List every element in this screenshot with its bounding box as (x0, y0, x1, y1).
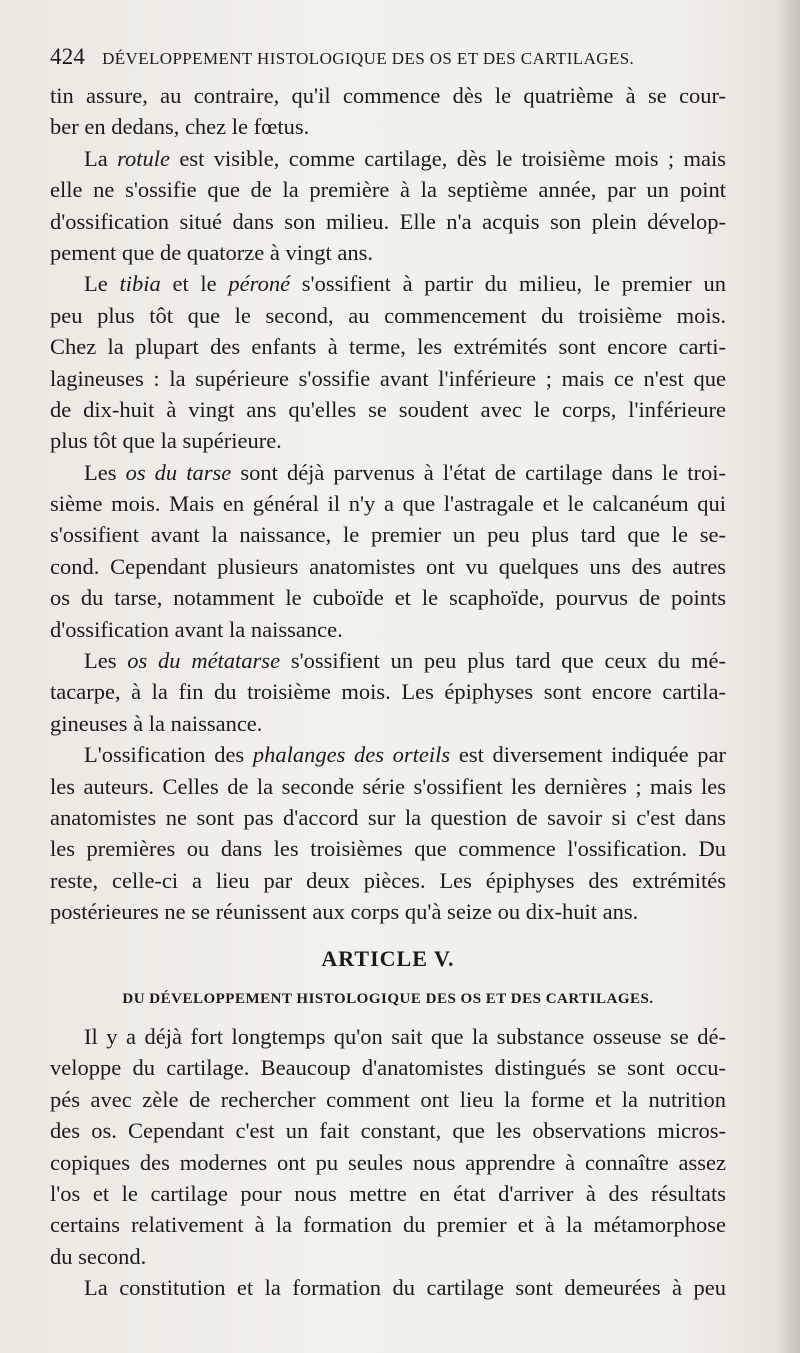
text-line: les auteurs. Celles de la seconde série s'ossifient les dernières ; mais les (50, 773, 726, 799)
text-line: copiques des modernes ont pu seules nous apprendre à connaître assez (50, 1149, 726, 1175)
text-line: cond. Cependant plusieurs anatomistes ont vu quelques uns des autres (50, 553, 726, 579)
text-line: os du tarse, notamment le cuboïde et le scaphoïde, pourvus de points (50, 585, 726, 611)
text-line: lagineuses : la supérieure s'ossifie avant l'inférieure ; mais ce n'est que (50, 365, 726, 391)
text-line: peu plus tôt que le second, au commencement du troisième mois. (50, 302, 726, 328)
text-line: l'os et le cartilage pour nous mettre en état d'arriver à des résultats (50, 1180, 726, 1206)
text-line: Le tibia et le péroné s'ossifient à partir du milieu, le premier un (84, 271, 726, 297)
italic-term: péroné (228, 271, 291, 297)
text-line: gineuses à la naissance. (50, 710, 263, 736)
italic-term: os du métatarse (127, 648, 281, 674)
text-line: tacarpe, à la fin du troisième mois. Les épiphyses sont encore cartila- (50, 679, 726, 705)
text-line: sième mois. Mais en général il n'y a que l'astragale et le calcanéum qui (50, 491, 726, 517)
section-subtitle: DU DÉVELOPPEMENT HISTOLOGIQUE DES OS ET DES CARTILAGES. (122, 991, 654, 1007)
running-title: DÉVELOPPEMENT HISTOLOGIQUE DES OS ET DES CARTILAGES. (102, 49, 635, 68)
article-body (50, 1021, 726, 1304)
italic-term: os du tarse (125, 459, 232, 485)
text-line: Les os du tarse sont déjà parvenus à l'état de cartilage dans le troi- (84, 459, 726, 485)
text-line: La rotule est visible, comme cartilage, dès le troisième mois ; mais (84, 145, 726, 171)
text-line: Chez la plupart des enfants à terme, les extrémités sont encore carti- (50, 334, 726, 360)
text-line: L'ossification des phalanges des orteils est diversement indiquée par (84, 742, 726, 768)
text-line: pés avec zèle de rechercher comment ont lieu la forme et la nutrition (50, 1086, 726, 1112)
text-line: du second. (50, 1243, 147, 1269)
text-line: ber en dedans, chez le fœtus. (50, 114, 310, 140)
text-line: certains relativement à la formation du premier et à la métamorphose (50, 1212, 726, 1238)
page-number: 424 (50, 44, 86, 69)
text-line: des os. Cependant c'est un fait constant, que les observations micros- (50, 1118, 726, 1144)
italic-term: tibia (119, 271, 161, 297)
text-line: veloppe du cartilage. Beaucoup d'anatomistes distingués se sont occu- (50, 1055, 726, 1081)
running-header (50, 44, 700, 74)
text-line: plus tôt que la supérieure. (50, 428, 282, 454)
text-line: elle ne s'ossifie que de la première à la septième année, par un point (50, 177, 726, 203)
text-line: La constitution et la formation du cartilage sont demeurées à peu (84, 1275, 726, 1301)
text-line: de dix-huit à vingt ans qu'elles se soudent avec le corps, l'inférieure (50, 396, 726, 422)
text-line: Il y a déjà fort longtemps qu'on sait que la substance osseuse se dé- (84, 1024, 726, 1049)
text-line: reste, celle-ci a lieu par deux pièces. Les épiphyses des extrémités (50, 867, 726, 893)
text-line: tin assure, au contraire, qu'il commence dès le quatrième à se cour- (50, 83, 726, 108)
text-line: d'ossification avant la naissance. (50, 616, 343, 642)
text-line: postérieures ne se réunissent aux corps qu'à seize ou dix-huit ans. (50, 899, 639, 925)
article-heading: ARTICLE V. (321, 946, 455, 971)
text-line: pement que de quatorze à vingt ans. (50, 239, 374, 265)
text-line: Les os du métatarse s'ossifient un peu plus tard que ceux du mé- (84, 648, 726, 674)
italic-term: phalanges des orteils (252, 742, 451, 768)
text-line: d'ossification situé dans son milieu. Elle n'a acquis son plein dévelop- (50, 208, 726, 234)
text-line: s'ossifient avant la naissance, le premier un peu plus tard que le se- (50, 522, 726, 548)
text-line: les premières ou dans les troisièmes que commence l'ossification. Du (50, 836, 726, 862)
page-edge-shadow (774, 0, 800, 1353)
body-text (50, 80, 726, 1301)
italic-term: rotule (117, 145, 171, 171)
text-line: anatomistes ne sont pas d'accord sur la question de savoir si c'est dans (50, 804, 726, 830)
